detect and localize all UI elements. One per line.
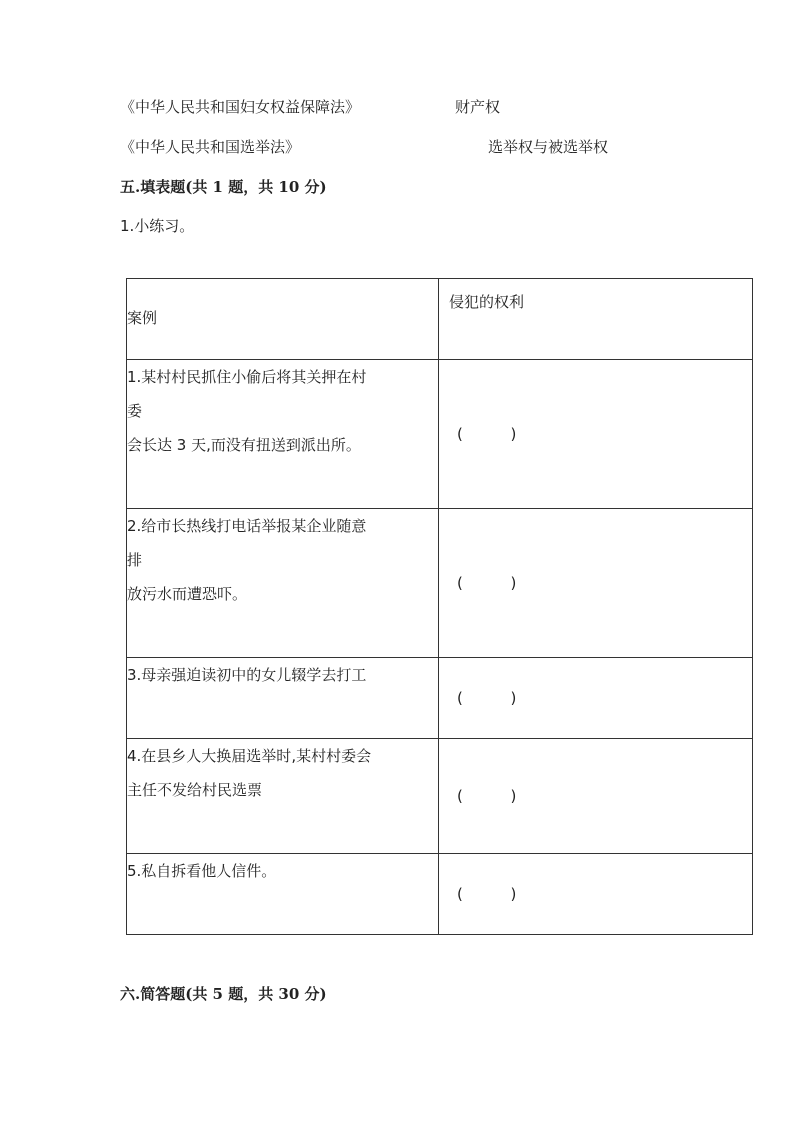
answer-cell-5[interactable]: ( ) [439, 854, 753, 935]
law-name-2: 《中华人民共和国选举法》 [120, 138, 301, 156]
practice-table [126, 278, 753, 935]
case-cell-5: 5.私自拆看他人信件。 [127, 854, 439, 935]
case-cell-1: 1.某村村民抓住小偷后将其关押在村 委 会长达 3 天,而没有扭送到派出所。 [127, 360, 439, 509]
table-row [127, 739, 753, 854]
question-1: 1.小练习。 [120, 217, 195, 235]
answer-cell-4[interactable]: ( ) [439, 739, 753, 854]
case-cell-3: 3.母亲强迫读初中的女儿辍学去打工 [127, 658, 439, 739]
table-row [127, 658, 753, 739]
answer-cell-1[interactable]: ( ) [439, 360, 753, 509]
section-5-title: 五.填表题(共 1 题，共 10 分) [120, 178, 327, 196]
table-row [127, 509, 753, 658]
case-cell-2: 2.给市长热线打电话举报某企业随意 排 放污水而遭恐吓。 [127, 509, 439, 658]
law-right-1: 财产权 [455, 98, 501, 116]
table-row [127, 360, 753, 509]
header-right: 侵犯的权利 [439, 279, 753, 360]
case-cell-4: 4.在县乡人大换届选举时,某村村委会 主任不发给村民选票 [127, 739, 439, 854]
law-name-1: 《中华人民共和国妇女权益保障法》 [120, 98, 361, 116]
table-row [127, 854, 753, 935]
section-6-title: 六.简答题(共 5 题，共 30 分) [120, 985, 327, 1003]
answer-cell-3[interactable]: ( ) [439, 658, 753, 739]
law-right-2: 选举权与被选举权 [488, 138, 609, 156]
table-header-row [127, 279, 753, 360]
header-case: 案例 [127, 279, 439, 360]
answer-cell-2[interactable]: ( ) [439, 509, 753, 658]
